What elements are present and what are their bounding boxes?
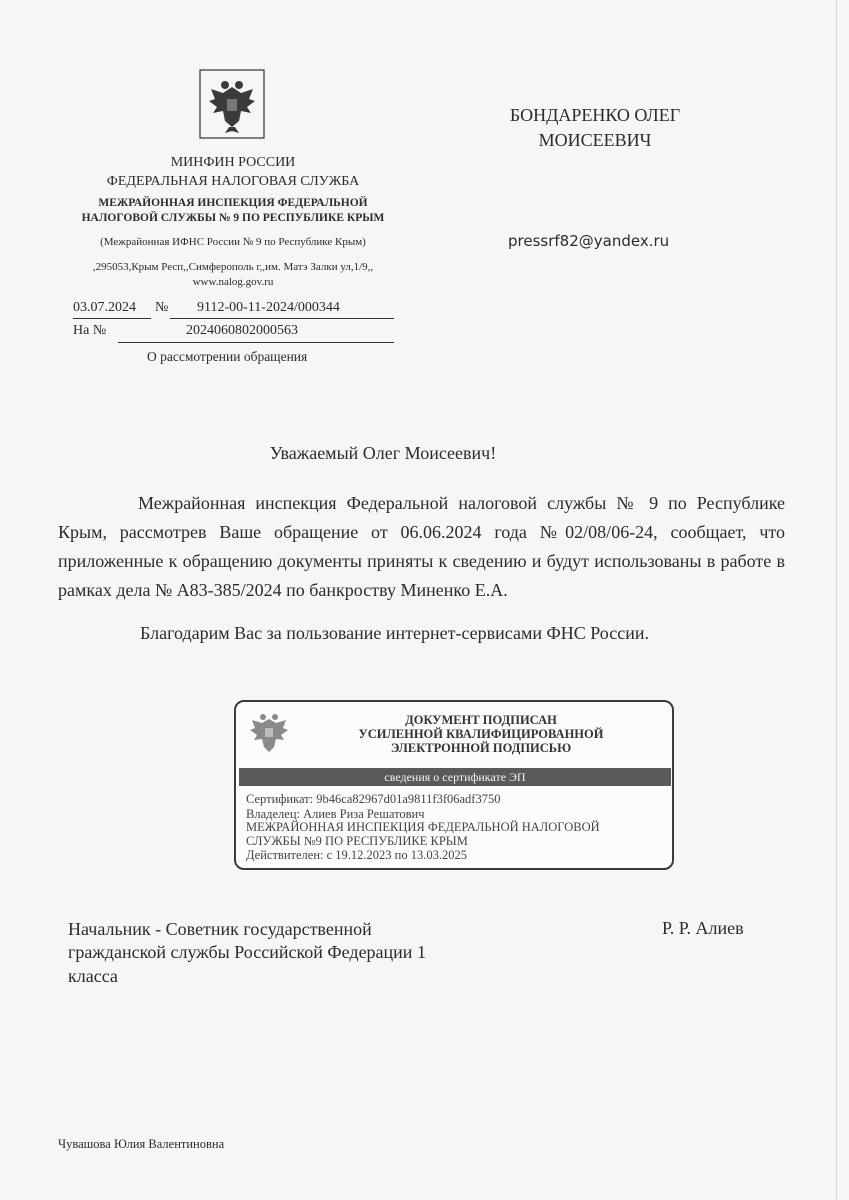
date-underline [73, 318, 151, 319]
number-underline [170, 318, 394, 319]
stamp-title-line3: ЭЛЕКТРОННОЙ ПОДПИСЬЮ [390, 740, 572, 755]
certificate-org-line1: МЕЖРАЙОННАЯ ИНСПЕКЦИЯ ФЕДЕРАЛЬНОЙ НАЛОГОВОЙ [246, 820, 600, 834]
website-link[interactable]: www.nalog.gov.ru [192, 276, 274, 288]
greeting: Уважаемый Олег Моисеевич! [269, 443, 497, 463]
reply-number: 2024060802000563 [186, 323, 298, 338]
registration-date: 03.07.2024 [73, 300, 136, 315]
addressee-name-line2: МОИСЕЕВИЧ [538, 130, 652, 150]
stamp-title [316, 714, 646, 755]
signer-name: Р. Р. Алиев [662, 918, 744, 938]
stamp-title-line2: УСИЛЕННОЙ КВАЛИФИЦИРОВАННОЙ [358, 726, 604, 741]
certificate-owner: Владелец: Алиев Риза Решатович [246, 807, 425, 821]
thanks-line: Благодарим Вас за пользование интернет-сервисами ФНС России. [140, 623, 649, 643]
inspection-address: ,295053,Крым Респ,,Симферополь г,,им. Матэ Залки ул,1/9,, [92, 261, 374, 273]
ministry-name: МИНФИН РОССИИ [170, 155, 296, 170]
body-paragraph [58, 489, 785, 606]
inspection-short-name: (Межрайонная ИФНС России № 9 по Республике Крым) [100, 236, 366, 248]
inspection-name-line2: НАЛОГОВОЙ СЛУЖБЫ № 9 ПО РЕСПУБЛИКЕ КРЫМ [81, 212, 385, 224]
certificate-number: Сертификат: 9b46ca82967d01a9811f3f06adf3750 [246, 792, 501, 806]
stamp-emblem-icon [246, 708, 292, 758]
body-paragraph-text: Межрайонная инспекция Федеральной налоговой службы № 9 по Республике Крым, рассмотрев Ваше обращение от 06.06.2024 года №02/08/06-24, сообщает, что приложенные к обращению документы приняты к сведению и будут использованы в работе в рамках дела № А83-385/2024 по банкроству Миненко Е.А. [58, 493, 785, 601]
certificate-validity: Действителен: с 19.12.2023 по 13.03.2025 [246, 848, 467, 862]
inspection-name-line1: МЕЖРАЙОННАЯ ИНСПЕКЦИЯ ФЕДЕРАЛЬНОЙ [98, 197, 368, 209]
page-edge-line [836, 0, 837, 1200]
reply-label: На № [73, 323, 107, 338]
certificate-org-line2: СЛУЖБЫ №9 ПО РЕСПУБЛИКЕ КРЫМ [246, 834, 468, 848]
registration-number: 9112-00-11-2024/000344 [197, 300, 340, 315]
certificate-info-bar: сведения о сертификате ЭП [239, 768, 671, 786]
letter-subject: О рассмотрении обращения [147, 349, 308, 364]
service-name: ФЕДЕРАЛЬНАЯ НАЛОГОВАЯ СЛУЖБА [106, 174, 360, 189]
addressee-email[interactable]: pressrf82@yandex.ru [508, 232, 670, 250]
reply-underline [118, 342, 394, 343]
coat-of-arms-icon [199, 69, 265, 139]
addressee-name-line1: БОНДАРЕНКО ОЛЕГ [509, 105, 681, 125]
signer-position-line3: класса [68, 965, 118, 986]
stamp-title-line1: ДОКУМЕНТ ПОДПИСАН [405, 713, 557, 727]
signer-position [68, 918, 426, 988]
electronic-signature-stamp [234, 700, 674, 870]
signer-position-line1: Начальник - Советник государственной [68, 919, 372, 939]
signer-position-line2: гражданской службы Российской Федерации 1 [68, 942, 426, 963]
performer-name: Чувашова Юлия Валентиновна [58, 1137, 225, 1151]
number-label: № [155, 300, 169, 315]
